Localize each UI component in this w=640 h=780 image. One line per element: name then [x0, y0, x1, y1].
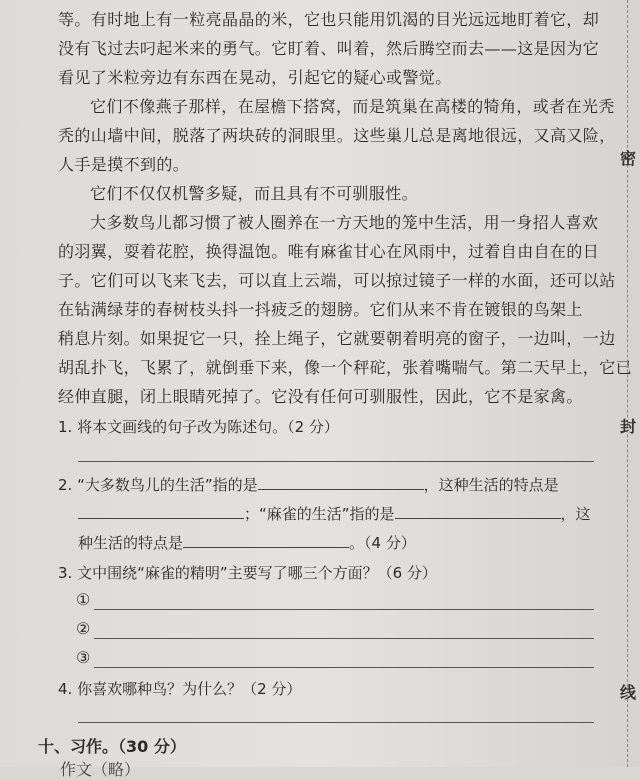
question-2-text-a: 2. “大多数鸟儿的生活”指的是	[58, 476, 258, 494]
question-2-text-e: 种生活的特点是	[78, 534, 184, 552]
question-3: 3. 文中围绕“麻雀的精明”主要写了哪三个方面？（6 分）	[58, 564, 437, 582]
answer-blank-q2-1[interactable]	[258, 475, 424, 490]
passage-line: 在钻满绿芽的春树枝头抖一抖疲乏的翅膀。它们从来不肯在镀银的鸟架上	[58, 300, 583, 319]
answer-line-q3-3[interactable]	[94, 667, 594, 668]
answer-blank-q2-4[interactable]	[183, 533, 349, 548]
question-4: 4. 你喜欢哪种鸟？为什么？（2 分）	[58, 680, 302, 698]
cutoff-text: 作文（略）	[60, 760, 141, 779]
margin-mark-feng: 封	[620, 417, 637, 436]
passage-line: 子。它们可以飞来飞去，可以直上云端，可以掠过镜子一样的水面，还可以站	[58, 271, 616, 290]
passage-line: 没有飞过去叼起米来的勇气。它盯着、叫着，然后腾空而去——这是因为它	[58, 39, 600, 58]
item-marker: ①	[76, 590, 91, 609]
answer-line-q1[interactable]	[78, 461, 594, 462]
passage-line: 稍息片刻。如果捉它一只，拴上绳子，它就要朝着明亮的窗子，一边叫，一边	[58, 329, 616, 348]
passage-line: 的羽翼，耍着花腔，换得温饱。唯有麻雀甘心在风雨中，过着自由自在的日	[58, 242, 600, 261]
margin-mark-xian: 线	[620, 683, 637, 702]
section-heading: 十、习作。（30 分）	[38, 737, 186, 756]
passage-line: 等。有时地上有一粒亮晶晶的米，它也只能用饥渴的目光远远地盯着它，却	[58, 10, 600, 29]
question-1: 1. 将本文画线的句子改为陈述句。（2 分）	[58, 418, 339, 436]
question-2-text-c: ；“麻雀的生活”指的是	[244, 505, 395, 523]
answer-line-q3-1[interactable]	[94, 609, 594, 610]
answer-blank-q2-2[interactable]	[78, 504, 244, 519]
margin-dashed-line	[627, 0, 629, 767]
question-2-text-f: 。（4 分）	[349, 534, 416, 552]
answer-blank-q2-3[interactable]	[395, 504, 561, 519]
question-2-line-2	[78, 503, 591, 524]
passage-line: 大多数鸟儿都习惯了被人圈养在一方天地的笼中生活，用一身招人喜欢	[90, 213, 599, 232]
passage-line: 胡乱扑飞，飞累了，就倒垂下来，像一个秤砣，张着嘴喘气。第二天早上，它已	[58, 358, 633, 377]
margin-mark-mi: 密	[620, 149, 637, 168]
passage-line: 它们不仅仅机警多疑，而且具有不可驯服性。	[90, 184, 419, 203]
question-2-text-b: ，这种生活的特点是	[423, 476, 559, 494]
passage-line: 经伸直腿，闭上眼睛死掉了。它没有任何可驯服性，因此，它不是家禽。	[58, 387, 583, 406]
passage-line: 人手是摸不到的。	[58, 155, 190, 174]
item-marker: ③	[76, 648, 91, 667]
passage-line: 秃的山墙中间，脱落了两块砖的洞眼里。这些巢儿总是离地很远，又高又险，	[58, 126, 616, 145]
question-2-text-d: ，这	[560, 505, 591, 523]
item-marker: ②	[76, 619, 91, 638]
question-2-line-1	[58, 474, 559, 495]
answer-line-q3-2[interactable]	[94, 638, 594, 639]
answer-line-q4[interactable]	[78, 722, 594, 723]
question-2-line-3	[78, 532, 416, 553]
passage-line: 它们不像燕子那样，在屋檐下搭窝，而是筑巢在高楼的犄角，或者在光秃	[90, 97, 615, 116]
passage-line: 看见了米粒旁边有东西在晃动，引起它的疑心或警觉。	[58, 68, 452, 87]
